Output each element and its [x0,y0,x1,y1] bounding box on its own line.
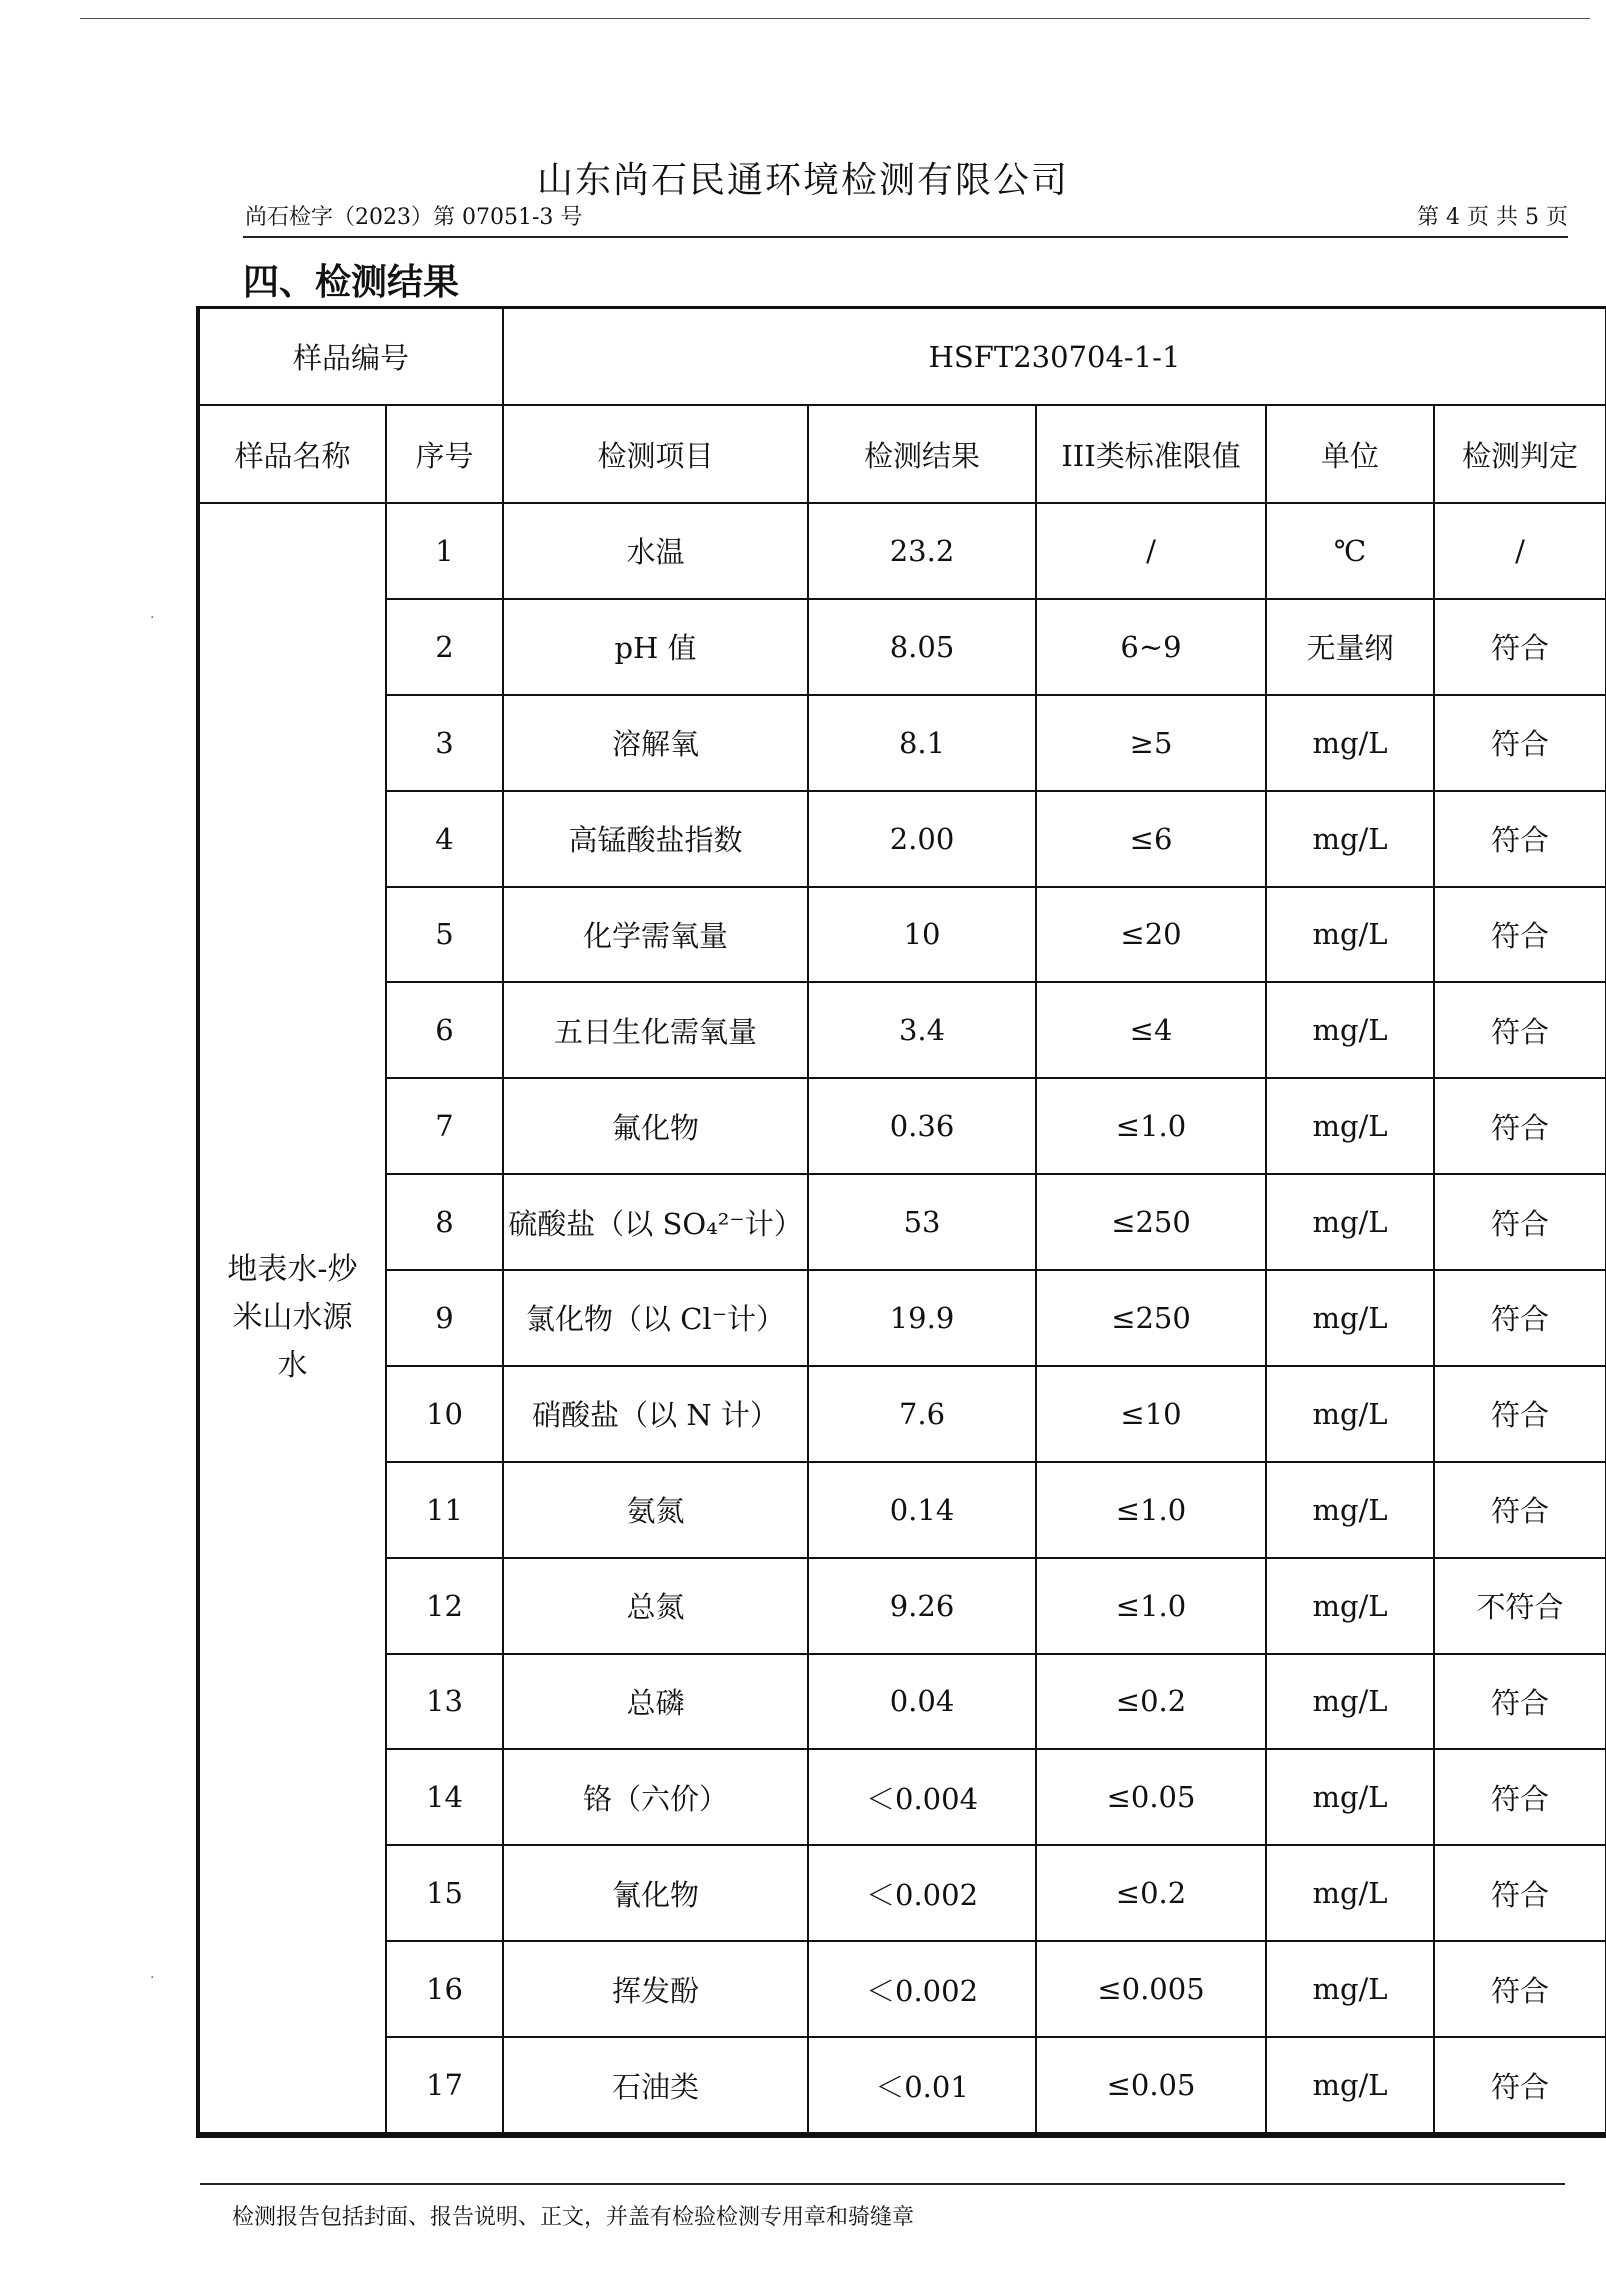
cell-unit: mg/L [1266,695,1434,791]
cell-result: 2.00 [808,791,1036,887]
sample-name-line: 地表水-炒 [227,1252,358,1287]
cell-seq: 15 [386,1845,503,1941]
col-header-judgement: 检测判定 [1434,405,1606,503]
cell-unit: mg/L [1266,791,1434,887]
table-row [200,695,1606,791]
cell-limit: ≤1.0 [1036,1078,1266,1174]
table-row [200,1366,1606,1462]
table-row [200,1270,1606,1366]
cell-seq: 10 [386,1366,503,1462]
cell-unit: mg/L [1266,1558,1434,1654]
cell-result: 8.05 [808,599,1036,695]
table-row [200,1845,1606,1941]
cell-seq: 17 [386,2037,503,2133]
cell-item: 氨氮 [503,1462,808,1558]
footer-note: 检测报告包括封面、报告说明、正文，并盖有检验检测专用章和骑缝章 [232,2205,915,2230]
table-row [200,791,1606,887]
table-row [200,887,1606,983]
cell-result: 23.2 [808,503,1036,599]
cell-item: pH 值 [503,599,808,695]
cell-unit: mg/L [1266,1941,1434,2037]
header-rule [243,236,1568,238]
scan-speck: · [150,1970,155,1986]
cell-result: ＜0.004 [808,1749,1036,1845]
cell-unit: mg/L [1266,2037,1434,2133]
cell-seq: 3 [386,695,503,791]
cell-limit: ≤250 [1036,1174,1266,1270]
cell-judgement: 符合 [1434,1270,1606,1366]
sample-number-value: HSFT230704-1-1 [503,309,1606,405]
sample-number-label: 样品编号 [200,309,503,405]
cell-result: ＜0.002 [808,1941,1036,2037]
cell-item: 水温 [503,503,808,599]
scan-speck: · [150,610,155,626]
cell-limit: / [1036,503,1266,599]
cell-limit: ≤0.05 [1036,2037,1266,2133]
cell-unit: mg/L [1266,887,1434,983]
sample-name-line: 米山水源 [232,1300,353,1335]
cell-unit: mg/L [1266,1845,1434,1941]
page-number: 第 4 页 共 5 页 [1417,205,1568,230]
cell-item: 氰化物 [503,1845,808,1941]
cell-result: 53 [808,1174,1036,1270]
cell-seq: 16 [386,1941,503,2037]
cell-seq: 12 [386,1558,503,1654]
cell-limit: 6~9 [1036,599,1266,695]
results-table [200,309,1606,2134]
cell-unit: mg/L [1266,1174,1434,1270]
cell-seq: 9 [386,1270,503,1366]
cell-result: 8.1 [808,695,1036,791]
col-header-sample-name: 样品名称 [200,405,386,503]
cell-unit: mg/L [1266,1078,1434,1174]
table-row [200,1462,1606,1558]
cell-unit: ℃ [1266,503,1434,599]
cell-limit: ≤0.005 [1036,1941,1266,2037]
cell-item: 硝酸盐（以 N 计） [503,1366,808,1462]
cell-limit: ≤250 [1036,1270,1266,1366]
cell-unit: mg/L [1266,1654,1434,1750]
table-row [200,1941,1606,2037]
cell-unit: 无量纲 [1266,599,1434,695]
cell-judgement: 符合 [1434,1654,1606,1750]
col-header-item: 检测项目 [503,405,808,503]
cell-seq: 14 [386,1749,503,1845]
cell-item: 化学需氧量 [503,887,808,983]
cell-result: ＜0.01 [808,2037,1036,2133]
footer-rule [200,2183,1565,2185]
cell-limit: ≤0.05 [1036,1749,1266,1845]
cell-seq: 11 [386,1462,503,1558]
col-header-limit: III类标准限值 [1036,405,1266,503]
cell-judgement: 符合 [1434,1462,1606,1558]
cell-judgement: 符合 [1434,1078,1606,1174]
table-row [200,1078,1606,1174]
cell-judgement: 不符合 [1434,1558,1606,1654]
cell-seq: 6 [386,982,503,1078]
table-row [200,1174,1606,1270]
cell-judgement: 符合 [1434,1749,1606,1845]
cell-seq: 13 [386,1654,503,1750]
table-row [200,1558,1606,1654]
cell-item: 高锰酸盐指数 [503,791,808,887]
cell-unit: mg/L [1266,1270,1434,1366]
cell-result: ＜0.002 [808,1845,1036,1941]
cell-result: 19.9 [808,1270,1036,1366]
column-header-row [200,405,1606,503]
cell-judgement: 符合 [1434,1941,1606,2037]
cell-limit: ≤0.2 [1036,1654,1266,1750]
cell-seq: 1 [386,503,503,599]
cell-item: 铬（六价） [503,1749,808,1845]
cell-unit: mg/L [1266,1749,1434,1845]
table-row [200,503,1606,599]
cell-judgement: 符合 [1434,599,1606,695]
cell-item: 总氮 [503,1558,808,1654]
cell-item: 石油类 [503,2037,808,2133]
cell-limit: ≥5 [1036,695,1266,791]
table-row [200,599,1606,695]
cell-judgement: 符合 [1434,982,1606,1078]
cell-seq: 4 [386,791,503,887]
cell-item: 氟化物 [503,1078,808,1174]
top-border-line [80,18,1590,19]
cell-result: 7.6 [808,1366,1036,1462]
cell-seq: 5 [386,887,503,983]
cell-judgement: 符合 [1434,887,1606,983]
sample-number-row [200,309,1606,405]
cell-limit: ≤0.2 [1036,1845,1266,1941]
cell-limit: ≤10 [1036,1366,1266,1462]
cell-limit: ≤1.0 [1036,1462,1266,1558]
cell-judgement: 符合 [1434,1845,1606,1941]
sample-name-cell [200,503,386,2133]
results-table-frame [196,306,1606,2138]
cell-judgement: 符合 [1434,791,1606,887]
cell-result: 10 [808,887,1036,983]
cell-seq: 8 [386,1174,503,1270]
col-header-result: 检测结果 [808,405,1036,503]
cell-limit: ≤4 [1036,982,1266,1078]
cell-result: 3.4 [808,982,1036,1078]
cell-limit: ≤20 [1036,887,1266,983]
table-row [200,982,1606,1078]
cell-judgement: 符合 [1434,1366,1606,1462]
cell-judgement: 符合 [1434,1174,1606,1270]
sample-name-line: 水 [277,1348,308,1383]
cell-seq: 2 [386,599,503,695]
cell-result: 9.26 [808,1558,1036,1654]
cell-unit: mg/L [1266,982,1434,1078]
section-title: 四、检测结果 [243,262,460,303]
report-number: 尚石检字（2023）第 07051-3 号 [245,205,583,230]
cell-result: 0.36 [808,1078,1036,1174]
cell-unit: mg/L [1266,1462,1434,1558]
col-header-unit: 单位 [1266,405,1434,503]
cell-item: 氯化物（以 Cl⁻计） [503,1270,808,1366]
cell-item: 总磷 [503,1654,808,1750]
cell-judgement: 符合 [1434,695,1606,791]
cell-result: 0.14 [808,1462,1036,1558]
cell-limit: ≤1.0 [1036,1558,1266,1654]
table-row [200,1749,1606,1845]
cell-seq: 7 [386,1078,503,1174]
cell-limit: ≤6 [1036,791,1266,887]
cell-unit: mg/L [1266,1366,1434,1462]
col-header-seq: 序号 [386,405,503,503]
cell-item: 溶解氧 [503,695,808,791]
cell-item: 硫酸盐（以 SO₄²⁻计） [503,1174,808,1270]
table-row [200,2037,1606,2133]
cell-item: 五日生化需氧量 [503,982,808,1078]
company-name: 山东尚石民通环境检测有限公司 [536,160,1069,201]
cell-result: 0.04 [808,1654,1036,1750]
cell-item: 挥发酚 [503,1941,808,2037]
cell-judgement: 符合 [1434,2037,1606,2133]
cell-judgement: / [1434,503,1606,599]
table-row [200,1654,1606,1750]
